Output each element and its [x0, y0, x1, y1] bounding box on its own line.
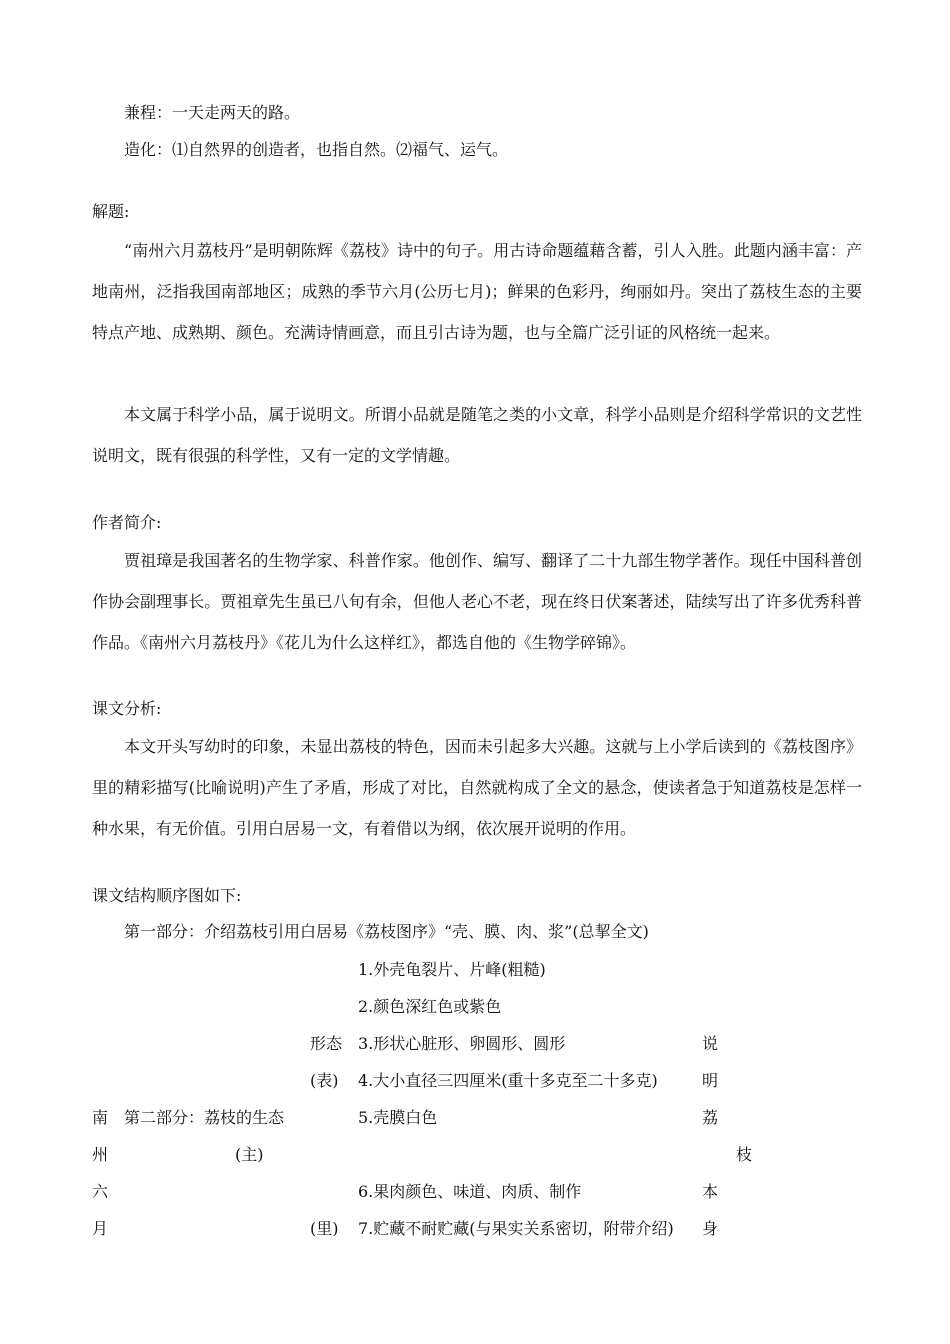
author-paragraph: 贾祖璋是我国著名的生物学家、科普作家。他创作、编写、翻译了二十九部生物学著作。现任中国科普创作协会副理事长。贾祖章先生虽已八旬有余，但他人老心不老，现在终日伏案著述，陆续写出了许多优秀科普作品。《南州六月荔枝丹》《花儿为什么这样红》，都选自他的《生物学碎锦》。: [92, 551, 862, 652]
structure-right-char: 明: [702, 1071, 719, 1090]
structure-right-char: 身: [702, 1219, 719, 1238]
structure-part-1: 第一部分：介绍荔枝引用白居易《荔枝图序》“壳、膜、肉、浆”(总挈全文): [124, 922, 649, 941]
structure-left-char: 六: [92, 1182, 109, 1201]
structure-label-zhu: (主): [235, 1145, 264, 1164]
analysis-paragraph: 本文开头写幼时的印象，未显出荔枝的特色，因而未引起多大兴趣。这就与上小学后读到的《荔枝图序》里的精彩描写(比喻说明)产生了矛盾，形成了对比，自然就构成了全文的悬念，使读者急于知道荔枝是怎样一种水果，有无价值。引用白居易一文，有着借以为纲，依次展开说明的作用。: [92, 737, 862, 838]
structure-item-4: 4.大小直径三四厘米(重十多克至二十多克): [358, 1071, 658, 1090]
structure-label-xingtai: 形态: [310, 1034, 343, 1053]
structure-right-char: 本: [702, 1182, 719, 1201]
structure-part-2: 第二部分：荔枝的生态: [124, 1108, 285, 1127]
structure-label-biao: (表): [310, 1071, 339, 1090]
structure-right-char: 荔: [702, 1108, 719, 1127]
structure-left-char: 月: [92, 1219, 109, 1238]
structure-right-char: 说: [702, 1034, 719, 1053]
structure-item-2: 2.颜色深红色或紫色: [358, 997, 502, 1016]
structure-item-6: 6.果肉颜色、味道、肉质、制作: [358, 1182, 582, 1201]
analysis-heading: 课文分析:: [92, 699, 162, 718]
author-heading: 作者简介:: [92, 513, 162, 532]
structure-item-3: 3.形状心脏形、卵圆形、圆形: [358, 1034, 566, 1053]
structure-item-1: 1.外壳龟裂片、片峰(粗糙): [358, 960, 546, 979]
structure-left-char: 南: [92, 1108, 109, 1127]
jieti-heading: 解题:: [92, 202, 130, 221]
structure-left-char: 州: [92, 1145, 109, 1164]
structure-right-char: 枝: [736, 1145, 753, 1164]
jieti-paragraph-2: 本文属于科学小品，属于说明文。所谓小品就是随笔之类的小文章，科学小品则是介绍科学常识的文艺性说明文，既有很强的科学性，又有一定的文学情趣。: [92, 405, 862, 465]
vocab-jiancheng: 兼程：一天走两天的路。: [124, 103, 301, 122]
vocab-zaohua: 造化：⑴自然界的创造者，也指自然。⑵福气、运气。: [124, 140, 509, 159]
structure-item-7: 7.贮藏不耐贮藏(与果实关系密切，附带介绍): [358, 1219, 674, 1238]
structure-label-li: (里): [310, 1219, 339, 1238]
structure-item-5: 5.壳膜白色: [358, 1108, 438, 1127]
jieti-paragraph-1: “南州六月荔枝丹”是明朝陈辉《荔枝》诗中的句子。用古诗命题蕴藉含蓄，引人入胜。此题内涵丰富：产地南州，泛指我国南部地区；成熟的季节六月(公历七月)；鲜果的色彩丹，绚丽如丹。突出了荔枝生态的主要特点产地、成熟期、颜色。充满诗情画意，而且引古诗为题，也与全篇广泛引证的风格统一起来。: [92, 241, 862, 342]
structure-heading: 课文结构顺序图如下:: [92, 886, 242, 905]
